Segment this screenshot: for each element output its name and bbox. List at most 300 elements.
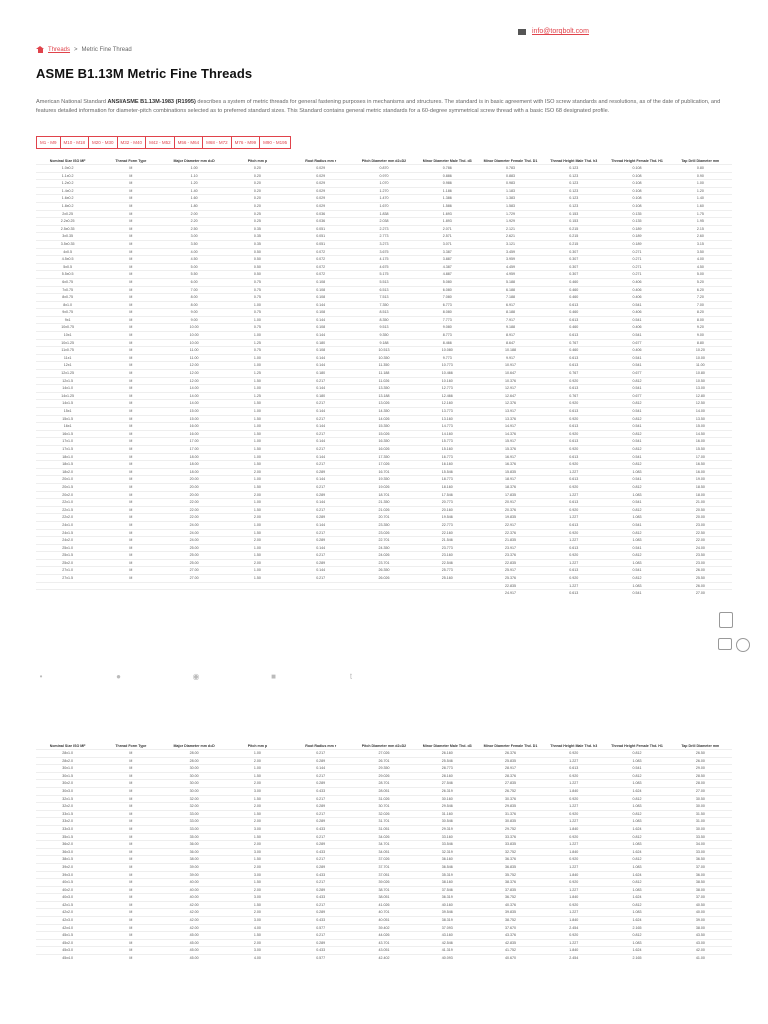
table-cell: 22.160 bbox=[416, 529, 479, 537]
table-cell: M bbox=[99, 408, 162, 416]
table-cell: 23.773 bbox=[416, 544, 479, 552]
table-cell: 22.00 bbox=[163, 514, 226, 522]
table-cell: 0.812 bbox=[605, 810, 668, 818]
tab-2[interactable]: M20 - M30 bbox=[89, 137, 118, 148]
table-cell: 0.786 bbox=[416, 165, 479, 173]
table-cell: 12.917 bbox=[479, 385, 542, 393]
table-cell: 4.50 bbox=[163, 256, 226, 264]
table-cell: 1.186 bbox=[416, 187, 479, 195]
table-cell: 14x1.0 bbox=[36, 385, 99, 393]
table-cell: 3.00 bbox=[226, 894, 289, 902]
table-cell: 0.812 bbox=[605, 750, 668, 758]
table-cell: 3.5x0.35 bbox=[36, 240, 99, 248]
table-cell: 28.773 bbox=[416, 765, 479, 773]
table-cell: 8.188 bbox=[479, 309, 542, 317]
table-cell: 1.50 bbox=[226, 461, 289, 469]
table-cell: 2.773 bbox=[352, 233, 415, 241]
column-header: Root Radius mm r bbox=[305, 743, 337, 748]
table-cell: 27.026 bbox=[352, 750, 415, 758]
table-cell: 0.767 bbox=[542, 339, 605, 347]
table-cell: M bbox=[99, 559, 162, 567]
table-cell: 0.108 bbox=[605, 165, 668, 173]
table-cell: 1.083 bbox=[605, 886, 668, 894]
tumblr-icon[interactable]: t bbox=[349, 672, 353, 681]
table-cell: 26.50 bbox=[669, 750, 732, 758]
envelope-icon bbox=[518, 29, 526, 35]
table-cell: 14x1.25 bbox=[36, 392, 99, 400]
table-cell: 0.812 bbox=[605, 506, 668, 514]
table-cell: 7.917 bbox=[479, 316, 542, 324]
table-row bbox=[36, 917, 732, 925]
table-cell: 9.188 bbox=[352, 339, 415, 347]
table-row bbox=[36, 332, 732, 340]
email-link[interactable]: info@torqbolt.com bbox=[532, 28, 589, 35]
pinterest-icon[interactable]: ◉ bbox=[192, 672, 200, 681]
table-cell: 17.00 bbox=[669, 453, 732, 461]
table-cell: M bbox=[99, 924, 162, 932]
table-cell: 2.121 bbox=[479, 225, 542, 233]
table-cell: 27.835 bbox=[479, 780, 542, 788]
table-cell: 10.00 bbox=[163, 339, 226, 347]
table-cell: 12.80 bbox=[669, 392, 732, 400]
table-cell: 42x3.0 bbox=[36, 917, 99, 925]
table-cell: 4.00 bbox=[226, 924, 289, 932]
table-cell: 22.773 bbox=[416, 521, 479, 529]
table-cell: 0.271 bbox=[605, 256, 668, 264]
table-cell: 18x1.5 bbox=[36, 461, 99, 469]
table-row bbox=[36, 924, 732, 932]
table-cell: 40.50 bbox=[669, 901, 732, 909]
table-cell: 0.920 bbox=[542, 810, 605, 818]
table-cell: 0.886 bbox=[416, 172, 479, 180]
table-cell: 36x2.0 bbox=[36, 841, 99, 849]
table-cell: 30.546 bbox=[416, 818, 479, 826]
column-header: Minor Diameter Female Thd. D1 bbox=[483, 158, 538, 163]
breadcrumb bbox=[36, 46, 132, 53]
table-cell: M bbox=[99, 947, 162, 955]
table-cell: 24.00 bbox=[163, 537, 226, 545]
table-cell: 3.387 bbox=[416, 248, 479, 256]
tab-3[interactable]: M32 - M40 bbox=[118, 137, 147, 148]
table-cell: M bbox=[99, 180, 162, 188]
table-cell: 37.670 bbox=[479, 924, 542, 932]
facebook-icon[interactable]: ● bbox=[116, 672, 121, 681]
pdf-icon[interactable] bbox=[719, 612, 733, 628]
table-cell: 0.613 bbox=[542, 499, 605, 507]
table-cell: 16x1 bbox=[36, 423, 99, 431]
table-cell: 1.00 bbox=[163, 165, 226, 173]
table-cell: M bbox=[99, 347, 162, 355]
home-icon[interactable] bbox=[36, 46, 44, 53]
table-cell: 1.083 bbox=[605, 818, 668, 826]
table-cell: 6.00 bbox=[163, 278, 226, 286]
table-cell: 28x2.0 bbox=[36, 757, 99, 765]
table-cell: 0.986 bbox=[416, 180, 479, 188]
table-cell: 11.00 bbox=[163, 347, 226, 355]
table-cell: 2.00 bbox=[226, 803, 289, 811]
table-cell: M bbox=[99, 772, 162, 780]
table-cell: 20.00 bbox=[163, 483, 226, 491]
table-cell: 18.917 bbox=[479, 476, 542, 484]
table-cell: 0.920 bbox=[542, 445, 605, 453]
table-cell: 27.00 bbox=[163, 575, 226, 583]
table-cell: 0.541 bbox=[605, 476, 668, 484]
table-cell: 0.433 bbox=[289, 787, 352, 795]
table-cell: 5x0.5 bbox=[36, 263, 99, 271]
table-cell: 40.00 bbox=[163, 894, 226, 902]
table-cell: 0.123 bbox=[542, 180, 605, 188]
table-row bbox=[36, 947, 732, 955]
table-cell: 5.00 bbox=[163, 263, 226, 271]
table-cell: 14.026 bbox=[352, 415, 415, 423]
table-cell: 0.144 bbox=[289, 765, 352, 773]
table-cell: 26.00 bbox=[669, 567, 732, 575]
table-cell: 10.350 bbox=[352, 354, 415, 362]
table-cell: 33.50 bbox=[669, 833, 732, 841]
table-cell: 32.00 bbox=[163, 795, 226, 803]
table-cell: 1.00 bbox=[226, 567, 289, 575]
table-cell: M bbox=[99, 795, 162, 803]
table-cell: 11x1 bbox=[36, 354, 99, 362]
tab-6[interactable]: M68 - M72 bbox=[203, 137, 232, 148]
table-row bbox=[36, 544, 732, 552]
table-cell: M bbox=[99, 392, 162, 400]
table-cell: 20.00 bbox=[163, 476, 226, 484]
table-cell: 0.920 bbox=[542, 400, 605, 408]
tab-1[interactable]: M10 - M18 bbox=[61, 137, 90, 148]
table-row bbox=[36, 400, 732, 408]
table-cell: 39.402 bbox=[352, 924, 415, 932]
table-cell: 0.50 bbox=[226, 263, 289, 271]
table-cell: 36.319 bbox=[416, 894, 479, 902]
table-cell: M bbox=[99, 400, 162, 408]
table-cell: 1.227 bbox=[542, 491, 605, 499]
table-cell: 0.541 bbox=[605, 332, 668, 340]
table-cell: 43.50 bbox=[669, 932, 732, 940]
table-cell: M bbox=[99, 521, 162, 529]
table-cell: 29.026 bbox=[352, 772, 415, 780]
table-row bbox=[36, 803, 732, 811]
table-cell: 9.00 bbox=[163, 309, 226, 317]
table-cell: 30.00 bbox=[163, 787, 226, 795]
table-cell: 30.50 bbox=[669, 795, 732, 803]
table-cell: 0.433 bbox=[289, 848, 352, 856]
table-cell: 42x2.0 bbox=[36, 909, 99, 917]
table-cell: 42.00 bbox=[669, 947, 732, 955]
table-cell: 22.00 bbox=[669, 537, 732, 545]
table-cell: 1.00 bbox=[226, 354, 289, 362]
table-cell: 34.026 bbox=[352, 833, 415, 841]
table-cell: M bbox=[99, 848, 162, 856]
table-row bbox=[36, 537, 732, 545]
table-cell: 3.121 bbox=[479, 240, 542, 248]
table-cell: 28.00 bbox=[669, 780, 732, 788]
table-cell: 0.108 bbox=[289, 286, 352, 294]
tab-7[interactable]: M76 - M99 bbox=[232, 137, 261, 148]
table-cell: 29.546 bbox=[416, 803, 479, 811]
table-cell: 0.271 bbox=[605, 248, 668, 256]
table-row bbox=[36, 818, 732, 826]
whatsapp-icon[interactable] bbox=[736, 638, 750, 652]
table-cell: 43.160 bbox=[416, 932, 479, 940]
table-cell: M bbox=[99, 210, 162, 218]
table-cell: 6x0.75 bbox=[36, 278, 99, 286]
table-cell: 1.840 bbox=[542, 787, 605, 795]
table-cell: 37.093 bbox=[416, 924, 479, 932]
intro-standard: ANSI/ASME B1.13M-1983 (R1995) bbox=[107, 99, 196, 105]
table-cell: 23.00 bbox=[669, 559, 732, 567]
table-cell: 30x1.5 bbox=[36, 772, 99, 780]
table-cell: 0.541 bbox=[605, 385, 668, 393]
table-cell: 1.00 bbox=[226, 316, 289, 324]
table-cell: 0.541 bbox=[605, 354, 668, 362]
table-cell: 30.376 bbox=[479, 795, 542, 803]
linkedin-icon[interactable]: ■ bbox=[271, 672, 276, 681]
table-cell: 38.376 bbox=[479, 879, 542, 887]
table-cell: 0.144 bbox=[289, 408, 352, 416]
table-row bbox=[36, 248, 732, 256]
table-cell: 13.50 bbox=[669, 415, 732, 423]
table-cell: 38.752 bbox=[479, 917, 542, 925]
table-cell: 9.20 bbox=[669, 324, 732, 332]
table-row bbox=[36, 233, 732, 241]
table-cell: 3.273 bbox=[352, 240, 415, 248]
table-cell: 1.840 bbox=[542, 871, 605, 879]
breadcrumb-link-threads[interactable]: Threads bbox=[48, 46, 71, 53]
table-row bbox=[36, 787, 732, 795]
table-cell: 0.613 bbox=[542, 423, 605, 431]
table-cell: 25x1.0 bbox=[36, 544, 99, 552]
table-cell: M bbox=[99, 483, 162, 491]
table-cell: 3.459 bbox=[479, 248, 542, 256]
table-cell: 1.50 bbox=[226, 932, 289, 940]
table-cell: 22x1.0 bbox=[36, 499, 99, 507]
table-cell: 0.217 bbox=[289, 377, 352, 385]
table-row bbox=[36, 271, 732, 279]
table-cell: 9.00 bbox=[669, 332, 732, 340]
table-cell: 29.350 bbox=[352, 765, 415, 773]
table-cell: 1.083 bbox=[605, 582, 668, 590]
table-cell: 0.289 bbox=[289, 468, 352, 476]
table-cell: M bbox=[99, 765, 162, 773]
table-cell: 0.036 bbox=[289, 210, 352, 218]
table-cell: M bbox=[99, 939, 162, 947]
table-cell: 0.883 bbox=[479, 172, 542, 180]
table-cell: 3.00 bbox=[226, 825, 289, 833]
table-cell: 21.00 bbox=[669, 499, 732, 507]
tab-4[interactable]: M42 - M52 bbox=[146, 137, 175, 148]
table-cell: 0.144 bbox=[289, 567, 352, 575]
table-cell: 16.376 bbox=[479, 461, 542, 469]
table-cell: 26.376 bbox=[479, 750, 542, 758]
table-cell: 1.083 bbox=[605, 803, 668, 811]
table-cell: 40.00 bbox=[669, 909, 732, 917]
table-cell: 0.541 bbox=[605, 499, 668, 507]
table-cell: 45x3.0 bbox=[36, 947, 99, 955]
table-cell: 27.546 bbox=[416, 780, 479, 788]
table-cell: 21.546 bbox=[416, 537, 479, 545]
table-cell: 26.350 bbox=[352, 567, 415, 575]
table-cell: 1.729 bbox=[479, 210, 542, 218]
table-cell: 1.0x0.2 bbox=[36, 165, 99, 173]
table-cell: 9.080 bbox=[416, 324, 479, 332]
thread-table-1 bbox=[36, 157, 732, 597]
table-cell: 37.051 bbox=[352, 871, 415, 879]
table-cell: 1.00 bbox=[669, 180, 732, 188]
table-cell: 0.289 bbox=[289, 886, 352, 894]
tab-8[interactable]: M90 - M195 bbox=[263, 140, 288, 145]
table-cell: M bbox=[99, 567, 162, 575]
table-cell: 10.50 bbox=[669, 377, 732, 385]
table-cell: 0.541 bbox=[605, 590, 668, 597]
table-cell bbox=[289, 582, 352, 590]
intro-rest: describes a system of metric threads for general fastening purposes in mechanisms and structures. The standard is in basic agreement with ISO screw standards and resolutions, as of the date of publication, and features detailed information for diameter-pitch combinations selected as to preferred standard sizes. This Standard contains general metric standards for a 60-degree symmetrical screw thread with a basic ISO 68 designated profile. bbox=[36, 99, 721, 114]
table-cell: 16.350 bbox=[352, 438, 415, 446]
table-cell: 1.840 bbox=[542, 825, 605, 833]
column-header: Tap Drill Diameter mm bbox=[681, 743, 720, 748]
table-cell: 1.00 bbox=[226, 453, 289, 461]
table-row bbox=[36, 483, 732, 491]
table-cell: 40x1.5 bbox=[36, 879, 99, 887]
column-header: Nominal Size ISO MF bbox=[49, 743, 86, 748]
table-cell: 0.289 bbox=[289, 514, 352, 522]
table-cell: 4.00 bbox=[669, 256, 732, 264]
table-cell: 24x1.5 bbox=[36, 529, 99, 537]
table-cell: 0.613 bbox=[542, 567, 605, 575]
table-cell: 42x1.5 bbox=[36, 901, 99, 909]
table-cell: 1.50 bbox=[226, 795, 289, 803]
table-cell: 19.546 bbox=[416, 514, 479, 522]
table-cell: 4.887 bbox=[416, 271, 479, 279]
table-cell: 25.376 bbox=[479, 575, 542, 583]
table-cell: 0.123 bbox=[542, 187, 605, 195]
table-cell: 9x0.75 bbox=[36, 309, 99, 317]
table-cell: 0.920 bbox=[542, 932, 605, 940]
table-cell: 3.887 bbox=[416, 256, 479, 264]
table-cell: 16.917 bbox=[479, 453, 542, 461]
table-cell: 26.701 bbox=[352, 757, 415, 765]
table-cell: 28.160 bbox=[416, 772, 479, 780]
table-cell: 1.670 bbox=[352, 202, 415, 210]
table-cell: M bbox=[99, 506, 162, 514]
twitter-icon[interactable]: • bbox=[39, 672, 43, 681]
table-row bbox=[36, 476, 732, 484]
table-cell: 0.217 bbox=[289, 856, 352, 864]
table-cell: 16.50 bbox=[669, 461, 732, 469]
table-cell: 12x1 bbox=[36, 362, 99, 370]
mail-icon[interactable] bbox=[718, 638, 732, 650]
table-cell: 1.083 bbox=[605, 841, 668, 849]
table-cell: 0.144 bbox=[289, 544, 352, 552]
table-cell: 37.835 bbox=[479, 886, 542, 894]
table-cell: 1.624 bbox=[605, 848, 668, 856]
table-cell: 33.546 bbox=[416, 841, 479, 849]
tab-0[interactable]: M1 - M9 bbox=[37, 137, 61, 148]
table-cell: 18.701 bbox=[352, 491, 415, 499]
table-row bbox=[36, 263, 732, 271]
table-cell: 0.217 bbox=[289, 795, 352, 803]
table-cell: 0.541 bbox=[605, 521, 668, 529]
tab-5[interactable]: M56 - M64 bbox=[175, 137, 204, 148]
table-row bbox=[36, 833, 732, 841]
table-cell: 0.75 bbox=[226, 286, 289, 294]
table-cell: 9x1 bbox=[36, 316, 99, 324]
table-cell: 1.50 bbox=[226, 377, 289, 385]
table-cell: 42.00 bbox=[163, 901, 226, 909]
table-cell: 3.00 bbox=[226, 917, 289, 925]
table-cell: 0.144 bbox=[289, 476, 352, 484]
table-cell: 11.026 bbox=[352, 377, 415, 385]
table-row bbox=[36, 438, 732, 446]
table-cell: 2.165 bbox=[605, 924, 668, 932]
table-cell: M bbox=[99, 833, 162, 841]
table-cell: 0.20 bbox=[226, 165, 289, 173]
table-cell: 0.153 bbox=[542, 218, 605, 226]
table-cell: 0.289 bbox=[289, 863, 352, 871]
table-row bbox=[36, 461, 732, 469]
table-cell: 43.051 bbox=[352, 947, 415, 955]
table-row bbox=[36, 939, 732, 947]
table-cell: 33x1.5 bbox=[36, 810, 99, 818]
table-cell: 12x1.25 bbox=[36, 370, 99, 378]
table-cell: M bbox=[99, 423, 162, 431]
table-cell: 3.50 bbox=[163, 240, 226, 248]
table-cell: 11.00 bbox=[163, 354, 226, 362]
table-cell: 1.227 bbox=[542, 468, 605, 476]
column-header: Major Diameter mm d=D bbox=[173, 158, 215, 163]
table-cell: 0.920 bbox=[542, 529, 605, 537]
table-cell: 12.160 bbox=[416, 400, 479, 408]
table-cell: 20x1.5 bbox=[36, 483, 99, 491]
table-cell: 25.835 bbox=[479, 757, 542, 765]
table-cell: 15.835 bbox=[479, 468, 542, 476]
table-cell: 1.583 bbox=[479, 202, 542, 210]
table-cell: 1.227 bbox=[542, 939, 605, 947]
table-row bbox=[36, 210, 732, 218]
table-row bbox=[36, 354, 732, 362]
table-cell: 40.670 bbox=[479, 955, 542, 962]
table-cell: 0.50 bbox=[226, 256, 289, 264]
table-cell: M bbox=[99, 787, 162, 795]
table-cell: 25.546 bbox=[416, 757, 479, 765]
table-cell: 5.188 bbox=[479, 278, 542, 286]
thread-table-2 bbox=[36, 742, 732, 962]
table-cell: M bbox=[99, 370, 162, 378]
table-row bbox=[36, 362, 732, 370]
table-cell: 2.00 bbox=[226, 559, 289, 567]
table-cell: 30x1.0 bbox=[36, 765, 99, 773]
table-cell: 1.10 bbox=[163, 172, 226, 180]
table-cell: 2.00 bbox=[226, 863, 289, 871]
table-cell: 18x1.0 bbox=[36, 453, 99, 461]
table-cell: M bbox=[99, 339, 162, 347]
table-cell: 14.160 bbox=[416, 430, 479, 438]
table-row bbox=[36, 423, 732, 431]
table-cell: 1.40 bbox=[163, 187, 226, 195]
table-cell: 11.188 bbox=[352, 370, 415, 378]
table-cell: 0.217 bbox=[289, 552, 352, 560]
table-cell: 1.50 bbox=[226, 901, 289, 909]
table-cell: 0.812 bbox=[605, 879, 668, 887]
table-cell: 42.00 bbox=[163, 924, 226, 932]
table-cell: 21.350 bbox=[352, 499, 415, 507]
table-cell: 30.835 bbox=[479, 818, 542, 826]
column-header: Pitch mm p bbox=[247, 158, 268, 163]
table-cell: 0.108 bbox=[605, 180, 668, 188]
table-cell: 16.00 bbox=[163, 430, 226, 438]
table-cell: 22.546 bbox=[416, 559, 479, 567]
table-cell: 0.613 bbox=[542, 408, 605, 416]
